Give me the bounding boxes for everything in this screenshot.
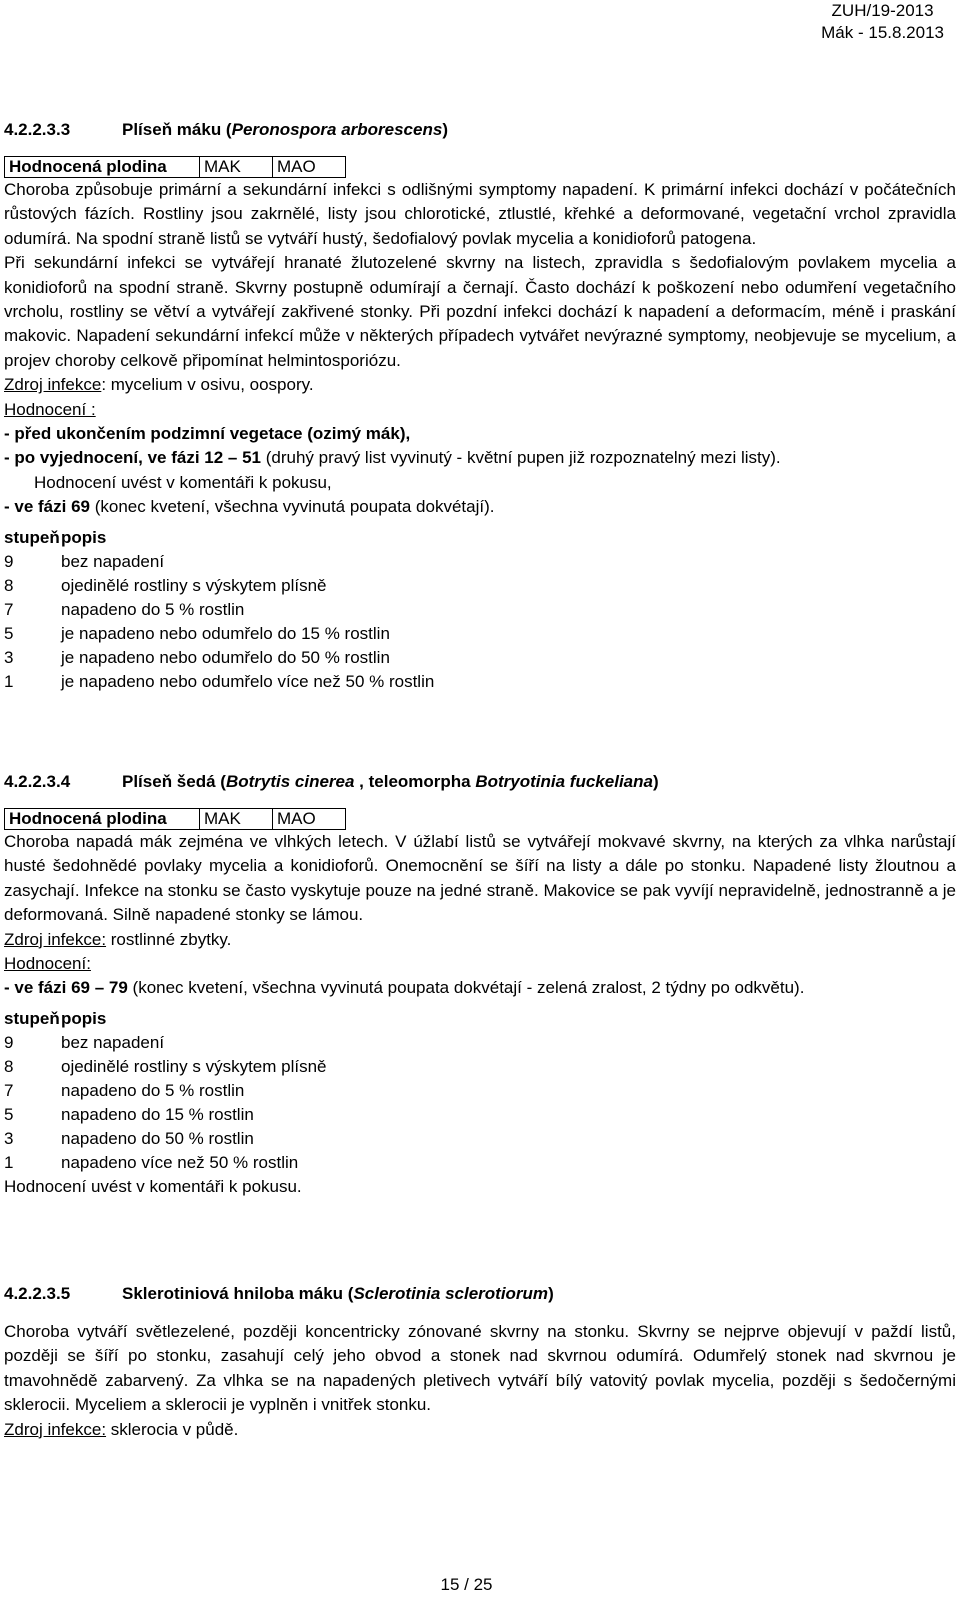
section-number: 4.2.2.3.3 xyxy=(4,120,71,139)
paragraph-primary-infection: Choroba způsobuje primární a sekundární infekci s odlišnými symptomy napadení. K primární infekci dochází v počátečních růstových fázích. Rostliny jsou zakrnělé, listy jsou chlorotické, ztlustlé, křehké a deformované, vegetační vrchol zpravidla odumírá. Na spodní straně listů se vytváří hustý, šedofialový povlak mycelia a konidioforů patogena. xyxy=(4,180,956,248)
crop-table xyxy=(4,808,346,830)
scale-row: 5 je napadeno nebo odumřelo do 15 % rostlin xyxy=(4,623,390,643)
section-plisen-seda xyxy=(4,770,956,1199)
scale-row: 7 napadeno do 5 % rostlin xyxy=(4,1080,245,1100)
scale-header: stupeňpopis xyxy=(4,527,107,547)
section-heading xyxy=(4,118,956,142)
paragraph-secondary-infection: Při sekundární infekci se vytvářejí hranaté žlutozelené skvrny na listech, zpravidla s šedofialovým povlakem mycelia a konidioforů na spodní straně. Skvrny postupně odumírají a černají. Často dochází k poškození nebo odumření vegetačního vrcholu, rostliny se větví a vytvářejí zakřivené stonky. Při pozdní infekci dochází k napadení a deformacím, méně i praskání makovic. Napadení sekundární infekcí může v některých případech vytvářet nevýrazné symptomy, neobjevuje se mycelium, a projev choroby celkově připomínat helmintosporiózu. xyxy=(4,253,956,370)
page-header xyxy=(821,0,944,44)
evaluation-note: Hodnocení uvést v komentáři k pokusu. xyxy=(4,1176,302,1196)
source-text: : mycelium v osivu, oospory. xyxy=(101,375,314,395)
scale-row: 3 napadeno do 50 % rostlin xyxy=(4,1128,254,1148)
scale-row: 1 napadeno více než 50 % rostlin xyxy=(4,1152,299,1172)
evaluation-item-2: - po vyjednocení, ve fázi 12 – 51 (druhý pravý list vyvinutý - květní pupen již rozpoznatelný mezi listy). xyxy=(4,448,781,468)
crop-mao: MAO xyxy=(273,157,346,178)
section-heading: 4.2.2.3.4 Plíseň šedá (Botrytis cinerea , teleomorpha Botryotinia fuckeliana) xyxy=(4,770,956,794)
rating-scale xyxy=(4,526,956,694)
evaluation-item-1: - před ukončením podzimní vegetace (ozimý mák), xyxy=(4,424,411,444)
scale-row: 3 je napadeno nebo odumřelo do 50 % rostlin xyxy=(4,647,390,667)
scale-row: 8 ojedinělé rostliny s výskytem plísně xyxy=(4,575,327,595)
rating-scale xyxy=(4,1007,956,1175)
evaluation-note: Hodnocení uvést v komentáři k pokusu, xyxy=(34,472,332,492)
header-doc-id: ZUH/19-2013 xyxy=(831,1,934,20)
scale-header: stupeňpopis xyxy=(4,1008,107,1028)
scale-row: 5 napadeno do 15 % rostlin xyxy=(4,1104,254,1124)
scale-row: 7 napadeno do 5 % rostlin xyxy=(4,599,245,619)
crop-table xyxy=(4,156,346,178)
infection-source xyxy=(4,373,956,397)
scale-row: 9 bez napadení xyxy=(4,551,165,571)
crop-label: Hodnocená plodina xyxy=(5,809,200,830)
scale-row: 9 bez napadení xyxy=(4,1032,165,1052)
crop-mak: MAK xyxy=(200,157,273,178)
evaluation-item-1: - ve fázi 69 – 79 (konec kvetení, všechna vyvinutá poupata dokvétají - zelená zralost, 2 týdny po odkvětu). xyxy=(4,978,805,998)
source-label: Zdroj infekce xyxy=(4,375,102,395)
scale-row: 1 je napadeno nebo odumřelo více než 50 % rostlin xyxy=(4,671,435,691)
crop-mak: MAK xyxy=(200,809,273,830)
scale-row: 8 ojedinělé rostliny s výskytem plísně xyxy=(4,1056,327,1076)
section-number: 4.2.2.3.5 xyxy=(4,1284,71,1303)
section-plisen-maku xyxy=(4,118,956,694)
evaluation-label: Hodnocení : xyxy=(4,399,96,419)
section-title-a: Plíseň máku ( xyxy=(122,120,232,139)
section-title-latin: Peronospora arborescens xyxy=(231,120,443,139)
crop-mao: MAO xyxy=(273,809,346,830)
infection-source: Zdroj infekce: sklerocia v půdě. xyxy=(4,1419,239,1439)
section-sklerotiniova-hniloba xyxy=(4,1282,956,1442)
paragraph-description: Choroba napadá mák zejména ve vlhkých letech. V úžlabí listů se vytvářejí mokvavé skvrny, na kterých za vlhka narůstají husté šedohnědé povlaky mycelia a konidioforů. Onemocnění se šíří na listy a dále po stonku. Napadené listy žloutnou a zasychají. Infekce na stonku se často vyskytuje pouze na jedné straně. Makovice se pak vyvíjí nepravidelně, jednostranně a je deformovaná. Silně napadené stonky se lámou. xyxy=(4,832,956,925)
section-number: 4.2.2.3.4 xyxy=(4,772,71,791)
evaluation-label: Hodnocení: xyxy=(4,954,91,974)
infection-source: Zdroj infekce: rostlinné zbytky. xyxy=(4,929,232,949)
evaluation-item-3: - ve fázi 69 (konec kvetení, všechna vyvinutá poupata dokvétají). xyxy=(4,497,495,517)
paragraph-description: Choroba vytváří světlezelené, později koncentricky zónované skvrny na stonku. Skvrny se nejprve objevují v paždí listů, později se šíří po stonku, zasahují celý jeho obvod a stonek nad skvrnou odumírá. Odumřelý stonek nad skvrnou je tmavohnědě zabarvený. Za vlhka se na napadených pletivech vytváří bílý vatovitý povlak mycelia, později s šedočernými sklerocii. Myceliem a sklerocii je vyplněn i vnitřek stonku. xyxy=(4,1322,956,1415)
crop-label: Hodnocená plodina xyxy=(5,157,200,178)
page-number: 15 / 25 xyxy=(440,1575,493,1594)
section-title-b: ) xyxy=(442,120,448,139)
section-heading: 4.2.2.3.5 Sklerotiniová hniloba máku (Sclerotinia sclerotiorum) xyxy=(4,1282,956,1306)
header-doc-date: Mák - 15.8.2013 xyxy=(821,23,944,42)
